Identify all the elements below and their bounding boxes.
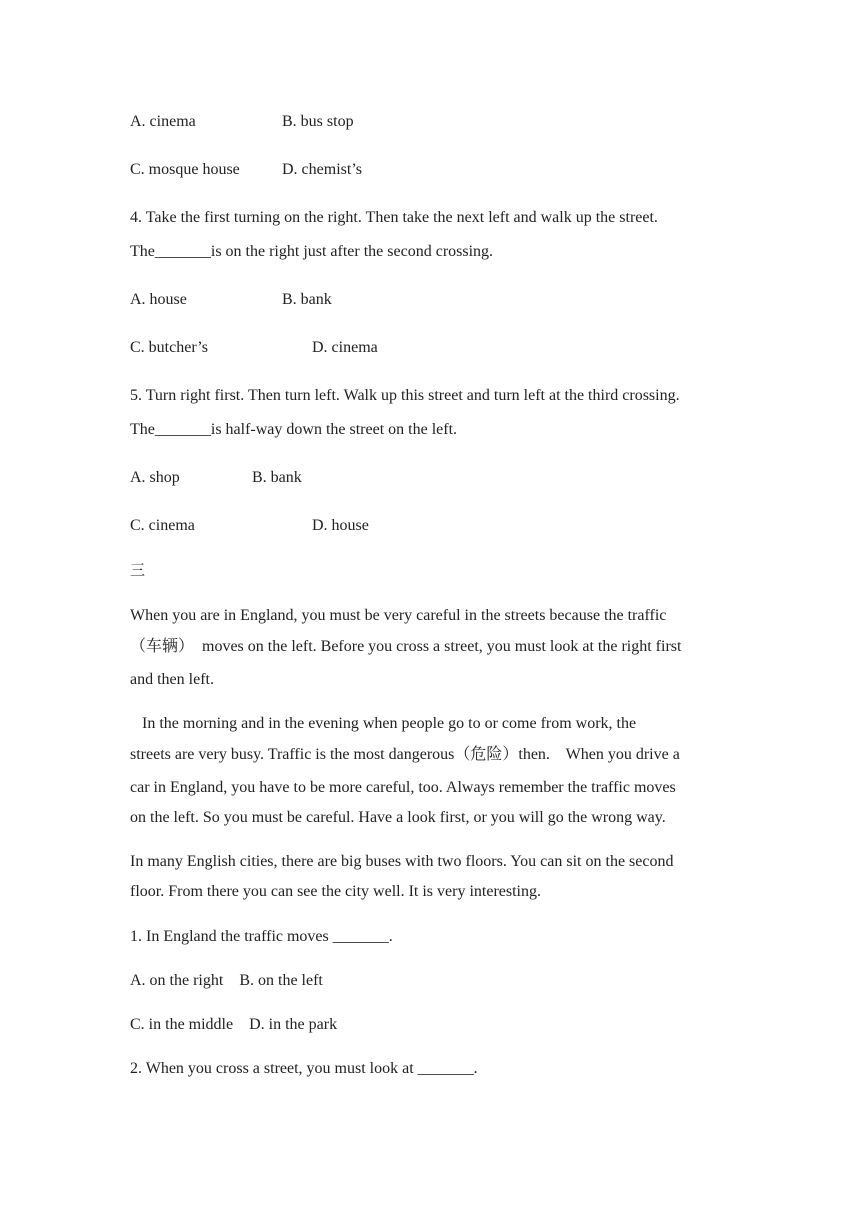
q4-option-d: D. cinema: [312, 339, 378, 356]
question-2: 2. When you cross a street, you must look at _______.: [130, 1060, 478, 1077]
q5-option-a: A. shop: [130, 469, 180, 486]
q4-text-line2: The_______is on the right just after the second crossing.: [130, 243, 494, 260]
passage-p2-line3: car in England, you have to be more careful, too. Always remember the traffic moves: [130, 779, 676, 796]
q4-text-line1: 4. Take the first turning on the right. Then take the next left and walk up the street.: [130, 209, 658, 226]
q3-option-a: A. cinema: [130, 113, 196, 130]
passage-p2-line4: on the left. So you must be careful. Have a look first, or you will go the wrong way.: [130, 809, 666, 826]
q3-option-b: B. bus stop: [282, 113, 354, 130]
q4-option-b: B. bank: [282, 291, 332, 308]
q3-option-c: C. mosque house: [130, 161, 240, 178]
passage-p3-line1: In many English cities, there are big buses with two floors. You can sit on the second: [130, 853, 674, 870]
question-1-options-cd: C. in the middle D. in the park: [130, 1016, 338, 1033]
q5-text-line1: 5. Turn right first. Then turn left. Walk up this street and turn left at the third crossing.: [130, 387, 680, 404]
q4-option-a: A. house: [130, 291, 187, 308]
q5-option-c: C. cinema: [130, 517, 195, 534]
passage-p1-line3: and then left.: [130, 671, 214, 688]
passage-p3-line2: floor. From there you can see the city well. It is very interesting.: [130, 883, 541, 900]
section-heading: 三: [130, 561, 146, 579]
question-1: 1. In England the traffic moves _______.: [130, 928, 393, 945]
passage-p2-line2: streets are very busy. Traffic is the most dangerous（危险）then. When you drive a: [130, 746, 680, 763]
passage-p1-line2: （车辆） moves on the left. Before you cross a street, you must look at the right first: [130, 638, 682, 655]
q5-text-line2: The_______is half-way down the street on the left.: [130, 421, 458, 438]
q5-option-d: D. house: [312, 517, 369, 534]
q5-option-b: B. bank: [252, 469, 302, 486]
question-1-options-ab: A. on the right B. on the left: [130, 972, 323, 989]
q3-option-d: D. chemist’s: [282, 161, 362, 178]
q4-option-c: C. butcher’s: [130, 339, 208, 356]
passage-p1-line1: When you are in England, you must be very careful in the streets because the traffic: [130, 607, 667, 624]
passage-p2-line1: In the morning and in the evening when people go to or come from work, the: [130, 715, 637, 732]
